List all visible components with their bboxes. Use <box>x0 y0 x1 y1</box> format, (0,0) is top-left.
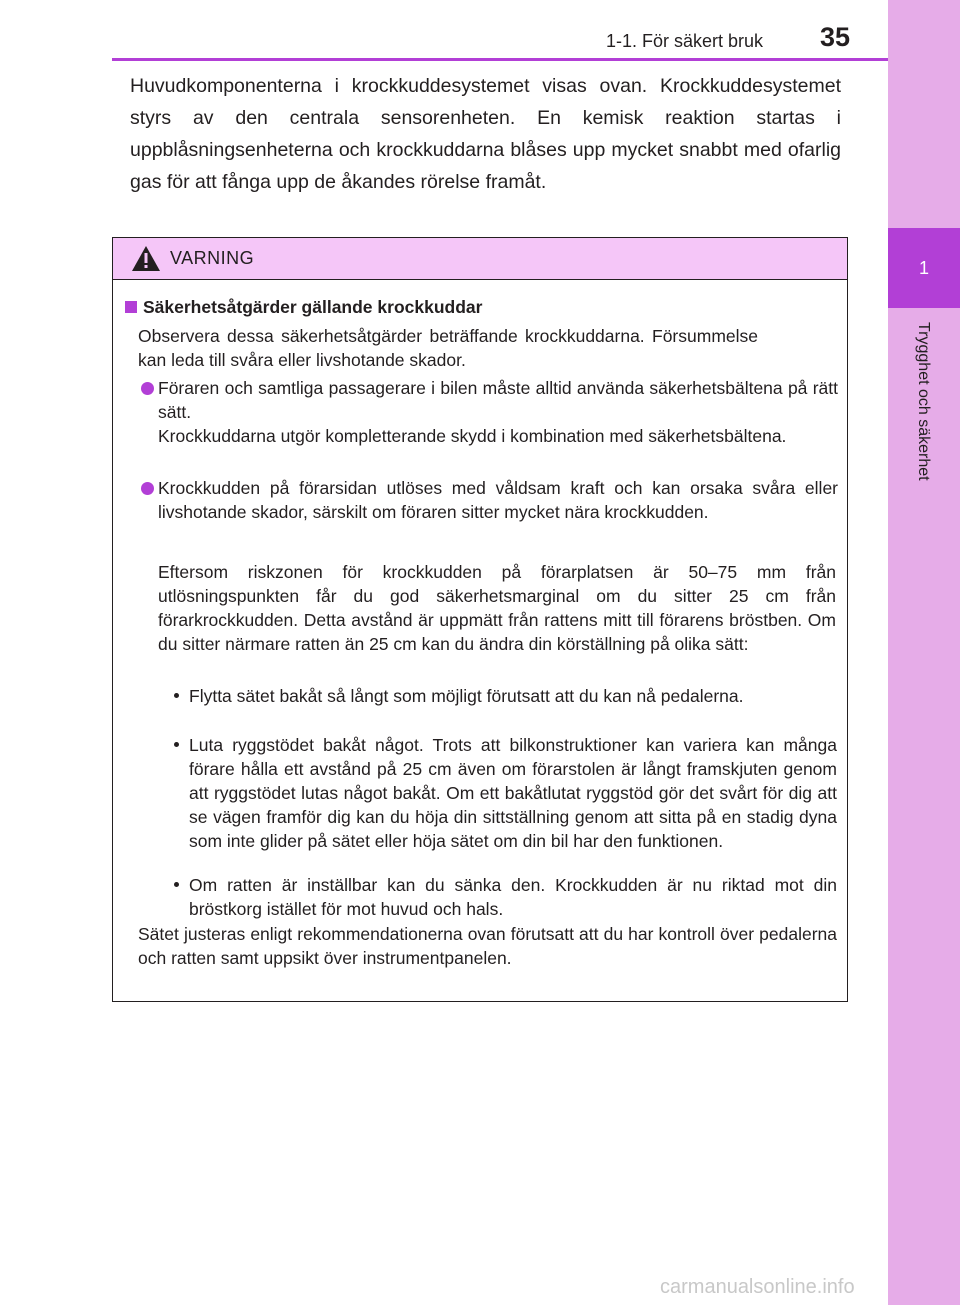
warning-heading-text: Säkerhetsåtgärder gällande krockkuddar <box>143 297 483 317</box>
section-title: 1-1. För säkert bruk <box>606 31 764 51</box>
chapter-number-badge <box>888 228 960 308</box>
sub-item-steering: Om ratten är inställbar kan du sänka den. Krockkudden är nu riktad mot din bröstkorg istället för mot huvud och hals. <box>189 875 837 919</box>
header-divider <box>112 58 888 61</box>
warning-lead: Observera dessa säkerhetsåtgärder beträffande krockkuddarna. Försummelse kan leda till svåra eller livshotande skador. <box>138 326 758 370</box>
warning-triangle-icon <box>131 245 161 272</box>
footer-watermark: carmanualsonline.info <box>660 1276 855 1298</box>
sub-item-seat-back: Flytta sätet bakåt så långt som möjligt förutsatt att du kan nå pedalerna. <box>189 686 744 706</box>
bullet-seatbelt-note: Krockkuddarna utgör kompletterande skydd i kombination med säkerhetsbältena. <box>158 426 787 446</box>
bullet-seatbelt-text: Föraren och samtliga passagerare i bilen måste alltid använda säkerhetsbältena på rätt sätt. <box>158 378 838 422</box>
circle-bullet-icon <box>141 482 154 495</box>
bullet-driver-airbag-text: Krockkudden på förarsidan utlöses med våldsam kraft och kan orsaka svåra eller livshotande skador, särskilt om föraren sitter mycket nära krockkudden. <box>158 478 838 522</box>
warning-closing: Sätet justeras enligt rekommendationerna ovan förutsatt att du har kontroll över pedalerna och ratten samt uppsikt över instrumentpanelen. <box>138 924 837 968</box>
chapter-side-tab <box>888 0 960 1305</box>
page-number: 35 <box>820 22 851 52</box>
circle-bullet-icon <box>141 382 154 395</box>
warning-heading <box>125 295 482 319</box>
sub-bullet-icon <box>174 693 179 698</box>
warning-header <box>113 238 847 280</box>
sub-bullet-icon <box>174 742 179 747</box>
chapter-title: Trygghet och säkerhet <box>915 322 932 481</box>
warning-box <box>112 237 848 1002</box>
chapter-number: 1 <box>918 258 929 278</box>
distance-note: Eftersom riskzonen för krockkudden på förarplatsen är 50–75 mm från utlösningspunkten får du god säkerhetsmarginal om du sitter 25 cm från förarkrockkudden. Detta avstånd är uppmätt från rattens mitt till förarens bröstben. Om du sitter närmare ratten än 25 cm kan du ändra din körställning på olika sätt: <box>158 562 836 654</box>
warning-label: VARNING <box>170 248 255 268</box>
sub-item-backrest: Luta ryggstödet bakåt något. Trots att bilkonstruktioner kan variera kan många förare hålla ett avstånd på 25 cm även om förarstolen är långt framskjuten genom att ryggstödet lutas något bakåt. Om ett bakåtlutat ryggstöd gör det svårt för dig att se vägen framför dig kan du höja din sittställning genom att sitta på en stadig dyna som inte glider på sätet eller höja sätet om din bil har den funktionen. <box>189 735 837 851</box>
sub-bullet-icon <box>174 882 179 887</box>
square-bullet-icon <box>125 301 137 313</box>
intro-paragraph: Huvudkomponenterna i krockkuddesystemet visas ovan. Krockkuddesystemet styrs av den centrala sensorenheten. En kemisk reaktion startas i uppblåsningsenheterna och krockkuddarna blåses upp mycket snabbt med ofarlig gas för att fånga upp de åkandes rörelse framåt. <box>130 75 841 193</box>
